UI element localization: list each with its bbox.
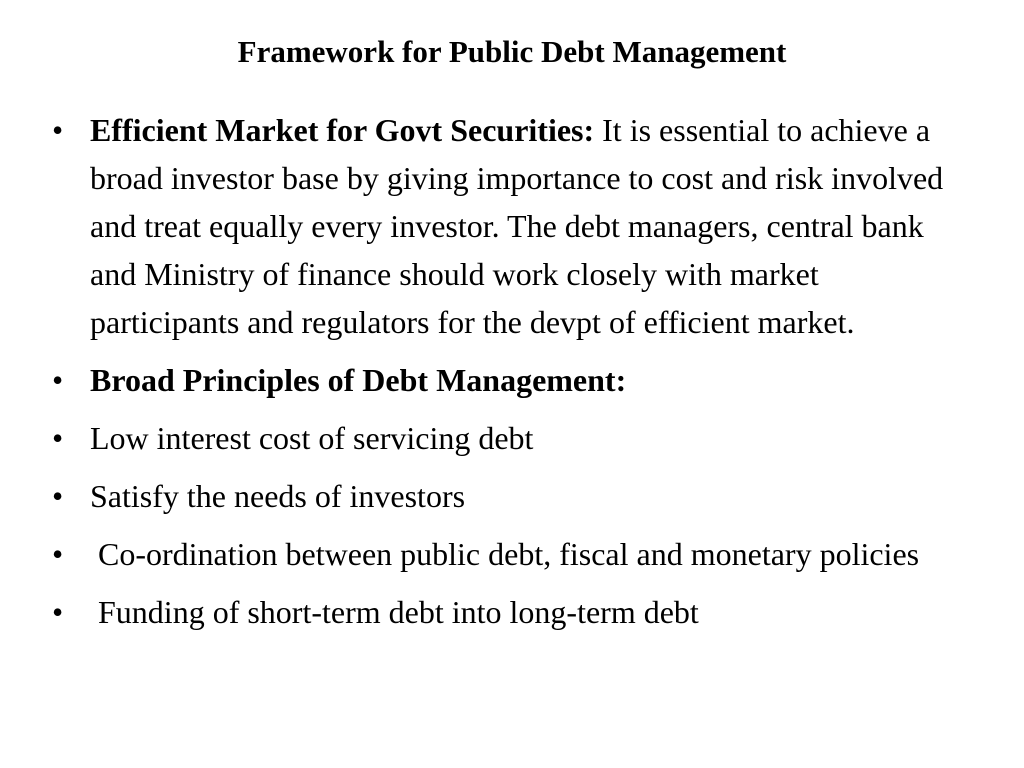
bullet-dot-icon: • — [52, 112, 64, 148]
bullet-item-satisfy-needs — [0, 472, 1024, 520]
slide-title: Framework for Public Debt Management — [237, 34, 787, 69]
bullet-dot-icon: • — [52, 420, 64, 456]
bullet-lead: Broad Principles of Debt Management: — [90, 362, 627, 398]
bullet-item-funding — [0, 588, 1024, 636]
bullet-item-low-interest — [0, 414, 1024, 462]
bullet-item-coordination — [0, 530, 1024, 578]
bullet-text: It is essential to achieve a broad investor base by giving importance to cost and risk involved and treat equally every investor. The debt managers, central bank and Ministry of finance should work closely with market participants and regulators for the devpt of efficient market. — [90, 112, 944, 340]
bullet-dot-icon: • — [52, 478, 64, 514]
bullet-text: Low interest cost of servicing debt — [90, 420, 534, 456]
bullet-item-efficient-market — [0, 106, 1024, 346]
bullet-item-broad-principles — [0, 356, 1024, 404]
bullet-list — [0, 106, 1024, 646]
bullet-text: Funding of short-term debt into long-term debt — [90, 594, 699, 630]
bullet-dot-icon: • — [52, 594, 64, 630]
bullet-dot-icon: • — [52, 536, 64, 572]
bullet-lead: Efficient Market for Govt Securities: — [90, 112, 595, 148]
bullet-text: Co-ordination between public debt, fiscal and monetary policies — [90, 536, 920, 572]
bullet-dot-icon: • — [52, 362, 64, 398]
bullet-text: Satisfy the needs of investors — [90, 478, 466, 514]
